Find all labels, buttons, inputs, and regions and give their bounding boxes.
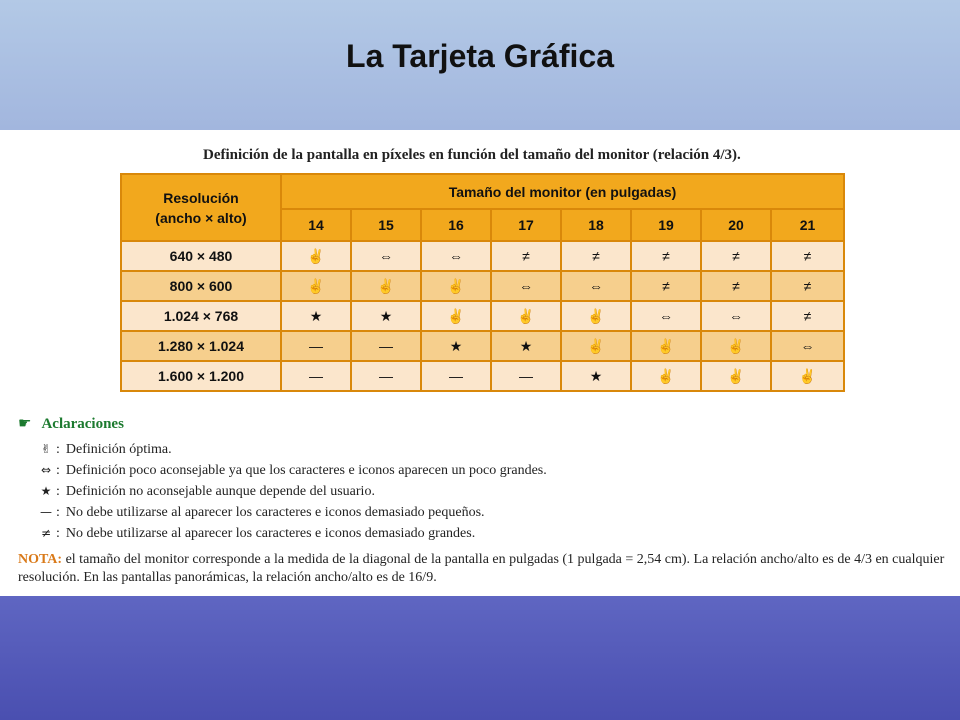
legend-text: Definición óptima. — [65, 442, 172, 457]
table-cell: ⇔ — [351, 241, 421, 271]
slide-title: La Tarjeta Gráfica — [346, 38, 614, 74]
table-cell: — — [281, 331, 351, 361]
table-cell: ✌ — [561, 331, 631, 361]
table-cell: ✌ — [771, 361, 844, 391]
legend-text: No debe utilizarse al aparecer los caracteres e iconos demasiado grandes. — [65, 526, 476, 541]
not-equal-icon: ≠ — [40, 526, 52, 540]
resolution-header-line1: Resolución — [163, 189, 239, 206]
table-cell: ✌ — [351, 271, 421, 301]
table-cell: ★ — [561, 361, 631, 391]
table-row — [121, 361, 844, 391]
slide-content — [0, 131, 960, 596]
table-cell: ⇔ — [491, 271, 561, 301]
legend-text: No debe utilizarse al aparecer los caracteres e iconos demasiado pequeños. — [65, 505, 485, 520]
victory-hand-icon: ✌ — [40, 442, 52, 456]
notes-section — [18, 414, 948, 587]
table-cell: ✌ — [631, 331, 701, 361]
table-cell: ⇔ — [701, 301, 771, 331]
table-cell: ≠ — [771, 241, 844, 271]
table-cell: ✌ — [491, 301, 561, 331]
table-cell: ★ — [421, 331, 491, 361]
monitor-size-header: Tamaño del monitor (en pulgadas) — [281, 174, 844, 209]
table-cell: ★ — [281, 301, 351, 331]
legend-item-poco-aconsejable: ⇔ : Definición poco aconsejable ya que los caracteres e iconos aparecen un poco grandes. — [38, 460, 948, 481]
table-row — [121, 271, 844, 301]
table-row — [121, 331, 844, 361]
legend-item-pequenos: — : No debe utilizarse al aparecer los caracteres e iconos demasiado pequeños. — [38, 502, 948, 523]
table-cell: — — [281, 361, 351, 391]
table-cell: ⇔ — [631, 301, 701, 331]
legend-text: Definición poco aconsejable ya que los caracteres e iconos aparecen un poco grandes. — [65, 463, 547, 478]
double-arrow-icon: ⇔ — [40, 463, 52, 477]
table-cell: ✌ — [701, 361, 771, 391]
table-cell: ⇔ — [421, 241, 491, 271]
nota-paragraph — [18, 551, 948, 587]
star-icon: ★ — [40, 484, 52, 498]
size-col-14: 14 — [281, 209, 351, 241]
table-cell: ⇔ — [561, 271, 631, 301]
size-col-20: 20 — [701, 209, 771, 241]
table-cell: ✌ — [701, 331, 771, 361]
table-cell: ≠ — [771, 301, 844, 331]
notes-heading-row — [18, 414, 948, 433]
table-caption: Definición de la pantalla en píxeles en función del tamaño del monitor (relación 4/3). — [203, 147, 741, 163]
table-cell: ≠ — [701, 271, 771, 301]
table-cell: ★ — [491, 331, 561, 361]
legend-item-optimal: ✌ : Definición óptima. — [38, 439, 948, 460]
table-cell: — — [421, 361, 491, 391]
row-label: 800 × 600 — [121, 271, 281, 301]
row-label: 1.280 × 1.024 — [121, 331, 281, 361]
size-col-21: 21 — [771, 209, 844, 241]
nota-label: NOTA: — [18, 552, 63, 567]
size-col-15: 15 — [351, 209, 421, 241]
table-cell: — — [351, 331, 421, 361]
table-cell: ★ — [351, 301, 421, 331]
resolution-table — [120, 173, 845, 392]
table-cell: — — [491, 361, 561, 391]
resolution-header — [121, 174, 281, 241]
table-cell: ≠ — [701, 241, 771, 271]
table-cell: ≠ — [491, 241, 561, 271]
table-cell: ≠ — [631, 241, 701, 271]
table-cell: ✌ — [421, 271, 491, 301]
table-cell: ⇔ — [771, 331, 844, 361]
notes-heading: Aclaraciones — [41, 416, 124, 432]
table-cell: ✌ — [281, 241, 351, 271]
dash-icon: — — [40, 505, 52, 519]
table-cell: ✌ — [421, 301, 491, 331]
table-row — [121, 241, 844, 271]
table-cell: ≠ — [631, 271, 701, 301]
legend-item-grandes: ≠ : No debe utilizarse al aparecer los caracteres e iconos demasiado grandes. — [38, 523, 948, 544]
table-cell: — — [351, 361, 421, 391]
nota-text: el tamaño del monitor corresponde a la medida de la diagonal de la pantalla en pulgadas (1 pulgada = 2,54 cm). La relación ancho/alto es de 4/3 en cualquier resolución. En las pantallas panorámicas, la relación ancho/alto es de 16/9. — [18, 552, 945, 585]
table-cell: ✌ — [561, 301, 631, 331]
table-row — [121, 301, 844, 331]
table-cell: ≠ — [771, 271, 844, 301]
row-label: 1.024 × 768 — [121, 301, 281, 331]
table-cell: ✌ — [281, 271, 351, 301]
row-label: 1.600 × 1.200 — [121, 361, 281, 391]
row-label: 640 × 480 — [121, 241, 281, 271]
size-col-18: 18 — [561, 209, 631, 241]
table-cell: ✌ — [631, 361, 701, 391]
legend-text: Definición no aconsejable aunque depende del usuario. — [65, 484, 375, 499]
resolution-header-line2: (ancho × alto) — [155, 209, 247, 226]
size-col-17: 17 — [491, 209, 561, 241]
legend-item-no-aconsejable: ★ : Definición no aconsejable aunque depende del usuario. — [38, 481, 948, 502]
pointing-hand-icon: ☛ — [18, 414, 32, 432]
size-col-19: 19 — [631, 209, 701, 241]
size-col-16: 16 — [421, 209, 491, 241]
table-cell: ≠ — [561, 241, 631, 271]
